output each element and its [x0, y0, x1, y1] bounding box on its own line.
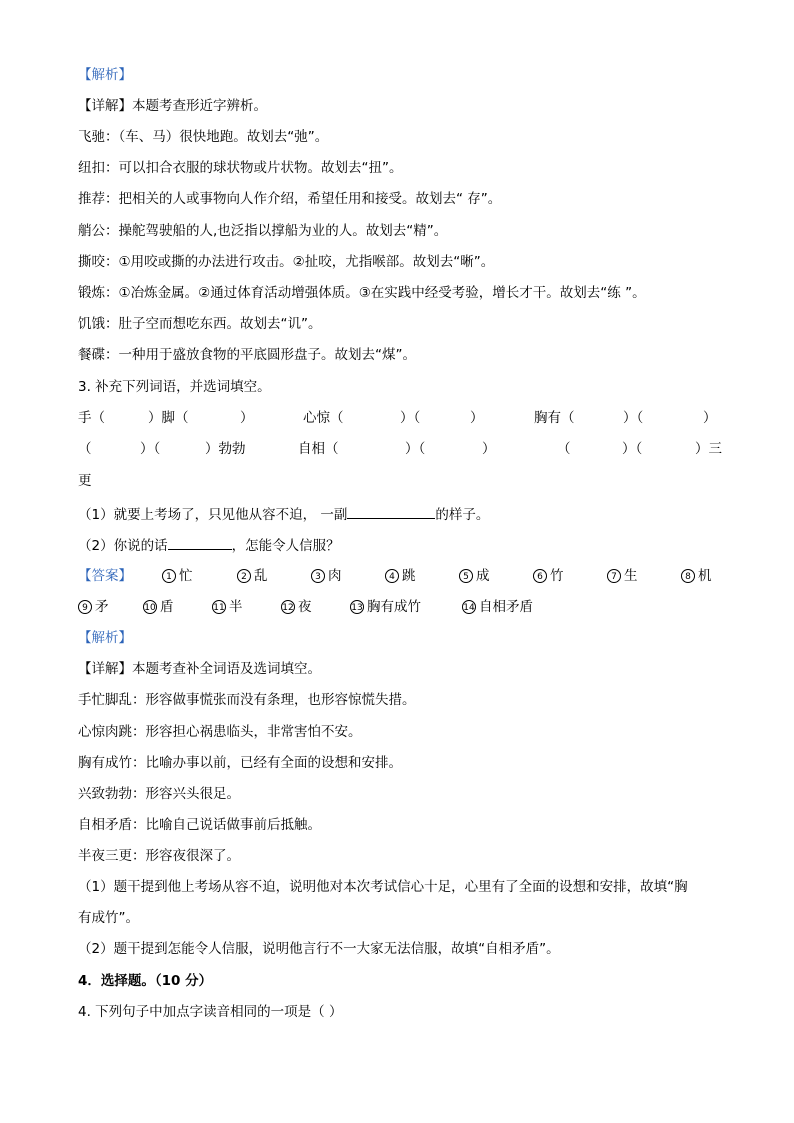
circled-number: 4: [385, 569, 399, 583]
circled-number: 6: [533, 569, 547, 583]
explanation-line: 推荐：把相关的人或事物向人作介绍，希望任用和接受。故划去“ 存”。: [78, 191, 502, 207]
explanation-line: 撕咬：①用咬或撕的办法进行攻击。②扯咬，尤指喉部。故划去“晰”。: [78, 254, 495, 270]
answer-item: 5 成: [459, 567, 490, 585]
explanation-line: 胸有成竹：比喻办事以前，已经有全面的设想和安排。: [78, 755, 402, 771]
circled-number: 10: [143, 600, 157, 614]
blank-segment: ）（: [622, 441, 643, 457]
blank-segment: 手（: [78, 410, 105, 426]
fill-sentence-1: （1）就要上考场了，只见他从容不迫， 一副 的样子。: [78, 504, 489, 524]
blank-segment: ）三: [695, 441, 722, 457]
circled-number: 8: [681, 569, 695, 583]
explanation-line: 飞驰：（车、马）很快地跑。故划去“弛”。: [78, 129, 329, 145]
blank-segment: ）脚（: [148, 410, 189, 426]
circled-number: 9: [78, 600, 92, 614]
explanation-line: 锻炼：①冶炼金属。②通过体育活动增强体质。③在实践中经受考验，增长才干。故划去“练 ”。: [78, 285, 646, 301]
explanation-line: 纽扣：可以扣合衣服的球状物或片状物。故划去“扭”。: [78, 160, 403, 176]
blank-segment: ）勃勃: [205, 441, 246, 457]
explanation-line: 饥饿：肚子空而想吃东西。故划去“讥”。: [78, 316, 322, 332]
explanation-line: （1）题干提到他上考场从容不迫，说明他对本次考试信心十足，心里有了全面的设想和安排，故填“胸: [78, 879, 688, 895]
blank-segment: ）（: [400, 410, 421, 426]
explanation-line: 手忙脚乱：形容做事慌张而没有条理，也形容惊慌失措。: [78, 692, 416, 708]
answer-item: 4 跳: [385, 567, 416, 585]
detail-text: 本题考查补全词语及选词填空。: [132, 661, 321, 677]
blank-segment: 胸有（: [534, 410, 575, 426]
analysis-header: 【解析】: [78, 630, 132, 646]
circled-number: 7: [607, 569, 621, 583]
answer-item: 1 忙: [162, 567, 193, 585]
explanation-line: （2）题干提到怎能令人信服，说明他言行不一大家无法信服，故填“自相矛盾”。: [78, 941, 560, 957]
explanation-line: 半夜三更：形容夜很深了。: [78, 848, 240, 864]
answer-item: 6 竹: [533, 567, 564, 585]
answer-item: 8 机: [681, 567, 712, 585]
detail-line: [78, 660, 321, 678]
circled-number: 12: [281, 600, 295, 614]
explanation-line: 餐碟：一种用于盛放食物的平底圆形盘子。故划去“煤”。: [78, 347, 416, 363]
answer-item: 2 乱: [237, 567, 268, 585]
blank-segment: （: [78, 441, 92, 457]
blank-segment: ）: [470, 410, 484, 426]
answer-item: 3 肉: [311, 567, 342, 585]
section-heading: 4．选择题。（10 分）: [78, 973, 213, 989]
blank-segment: （: [557, 441, 571, 457]
circled-number: 5: [459, 569, 473, 583]
blank-segment: ）（: [623, 410, 644, 426]
blank-segment: ）（: [140, 441, 161, 457]
fill-sentence-2: （2）你说的话 ，怎能令人信服？: [78, 535, 340, 555]
circled-number: 1: [162, 569, 176, 583]
blank-segment: ）: [240, 410, 254, 426]
answer-item: 9 矛: [78, 598, 109, 616]
explanation-line: 自相矛盾：比喻自己说话做事前后抵触。: [78, 817, 321, 833]
question-stem: 4. 下列句子中加点字读音相同的一项是（ ）: [78, 1004, 343, 1020]
circled-number: 3: [311, 569, 325, 583]
circled-number: 14: [462, 600, 476, 614]
detail-line: [78, 97, 267, 115]
answer-item: 7 生: [607, 567, 638, 585]
answer-item: 13 胸有成竹: [351, 599, 421, 615]
answer-label: 【答案】: [78, 568, 132, 584]
answer-item: 14 自相矛盾: [463, 599, 533, 615]
blank-segment: ）（: [405, 441, 426, 457]
blank-row-continuation: 更: [78, 473, 92, 489]
explanation-line: 兴致勃勃：形容兴头很足。: [78, 786, 240, 802]
circled-number: 13: [350, 600, 364, 614]
answer-item: 12 夜: [282, 599, 312, 615]
answer-item: 11 半: [213, 599, 243, 615]
analysis-header: 【解析】: [78, 67, 132, 83]
answer-item: 10 盾: [144, 599, 174, 615]
explanation-line: 心惊肉跳：形容担心祸患临头，非常害怕不安。: [78, 724, 362, 740]
question-title: 3. 补充下列词语，并选词填空。: [78, 379, 271, 395]
circled-number: 11: [212, 600, 226, 614]
blank-segment: ）: [703, 410, 717, 426]
detail-text: 本题考查形近字辨析。: [132, 98, 267, 114]
explanation-line: 有成竹”。: [78, 910, 139, 926]
circled-number: 2: [237, 569, 251, 583]
detail-prefix: 【详解】: [78, 661, 132, 677]
detail-prefix: 【详解】: [78, 98, 132, 114]
blank-segment: 心惊（: [303, 410, 344, 426]
blank-segment: ）: [482, 441, 496, 457]
explanation-line: 艄公：操舵驾驶船的人,也泛指以撑船为业的人。故划去“精”。: [78, 223, 448, 239]
answer-blank[interactable]: [168, 535, 232, 550]
blank-segment: 自相（: [298, 441, 339, 457]
answer-blank[interactable]: [347, 504, 435, 519]
